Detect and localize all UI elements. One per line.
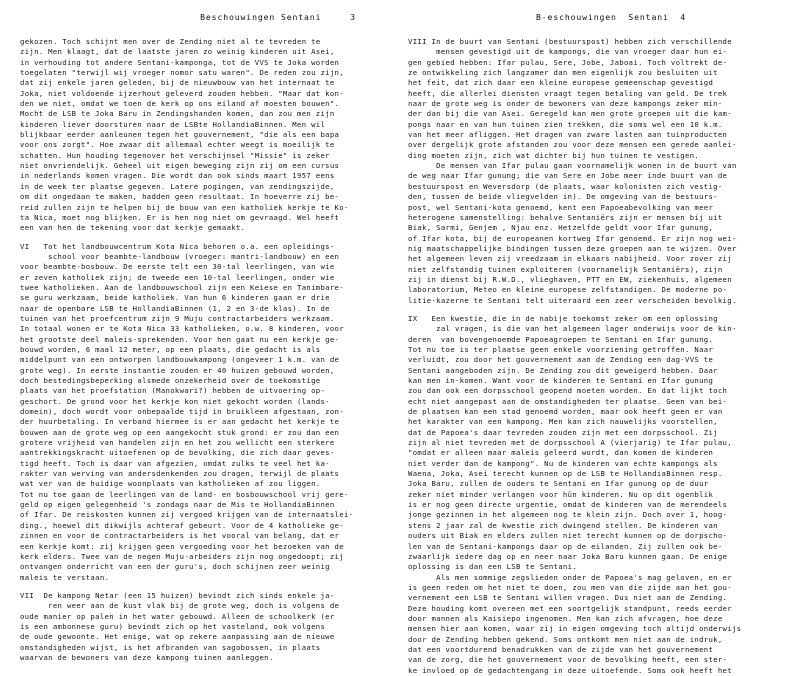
text-line: niet zelfstandig tuinen exploiteren (voornamelijk Sentaniërs), zijn	[408, 264, 723, 274]
text-line: Waena, Joka, Asei terecht kunnen op de LSB te HollandiaBinnen resp.	[408, 469, 723, 479]
text-line: doch bestedingsbeperking alsmede onzekerheid over de toekomstige	[20, 376, 321, 385]
text-line: bouwen aan de grote weg op een aangekocht stuk grond: er zou dan een	[20, 427, 340, 437]
text-line: ding., hoewel dit dikwijls achteraf gebeurt. Voor de 4 katholieke ge-	[20, 520, 344, 530]
text-line: het algemeen leven zij vreedzaam in elkaars nabijheid. Voor zover zij	[408, 254, 732, 264]
text-line: toegelaten "terwijl wij vroeger nomor satu waren". De reden zou zijn,	[20, 68, 344, 78]
text-line: of Ifar kota, bij de europeanen kortweg Ifar genoemd. Er zijn nog wei-	[408, 233, 737, 243]
text-line: grotere vrijheid van handelen zijn en het zou wellicht een sterkere	[20, 438, 335, 448]
text-line: laboratorium, Meteo en kleine europese zelfstandigen. De moderne po-	[408, 285, 728, 295]
paragraph-vi	[20, 242, 394, 583]
text-line: het karakter van een kampong. Men kan zich nauwelijks voorstellen,	[408, 417, 718, 427]
text-line: kerk elders. Twee van de negen Muju-arbeiders zijn nog ongedoopt; zij	[20, 551, 344, 561]
text-line: Deze houding komt overeen met een soortgelijk standpunt, reeds eerder	[408, 603, 732, 613]
text-line: Tot nu toe is ter plaatse geen enkele voorziening getroffen. Naar	[408, 344, 714, 354]
text-line: om dit ongedaan te maken, hadden geen resultaat. In hoeverre zij be-	[20, 192, 340, 202]
text-line: VIII In de buurt van Sentani (bestuurspost) hebben zich verschillende	[408, 37, 732, 46]
text-line: tuinen van het proefcentrum zijn 9 Muju contractarbeiders werkzaam.	[20, 313, 335, 323]
text-line: dat zij enkele jaren geleden, bij de nieuwbouw van het internaat te	[20, 78, 335, 88]
text-line: mensen hier aan komen, waar zij in eigen omgeving toch altijd onderwijs	[408, 624, 742, 634]
text-line: zwaarlijk iedere dag op en neer naar Joka Baru kunnen gaan. De enige	[408, 551, 728, 561]
text-line: VII De kampong Netar (een 15 huizen) bevindt zich sinds enkele ja-	[20, 590, 335, 600]
text-line: naar de grote weg is onder de bewoners van deze kampongs zeker min-	[408, 99, 723, 109]
text-line: reid zullen zijn te helpen bij de bouw van een katholiek kerkje te Ko-	[20, 202, 349, 212]
left-running-head: Beschouwingen Sentani 3	[200, 12, 356, 22]
text-line: het feit, dat zich daar een kleine europese gemeenschap gevestigd	[408, 78, 714, 88]
text-line: deren van bovengenoemde Papoeagroepen te Sentani en Ifar gunung.	[408, 334, 714, 344]
text-line: zeker niet minder verlangen voor hûn kinderen. Nu op dit ogenblik	[408, 489, 714, 499]
text-line: door de Zending hebben gekend. Soms ontkomt men niet aan de indruk,	[408, 634, 723, 644]
text-line: de plaatsen kan een stad genoemd worden, maar ook heeft geen er van	[408, 407, 723, 417]
text-line: dat een voortdurend benadrukken van de zijde van het gouvernement	[408, 644, 714, 654]
text-line: der dan bij die van Asei. Geregeld kan men grote groepen uit die kam-	[408, 109, 732, 119]
paragraph-vii	[20, 591, 394, 663]
text-line: zal vragen, is die van het algemeen lager onderwijs voor de kin-	[408, 324, 737, 334]
text-line: voor ons zorgt". Hoe zwaar dit allemaal echter weegt is moeilijk te	[20, 140, 335, 150]
text-line: oude manier op palen in het water gebouwd. Alleen de schoolkerk (er	[20, 611, 335, 621]
left-page-body	[20, 37, 394, 663]
text-line: se guru werkzaam, beide katholiek. Van hun 6 kinderen gaan er drie	[20, 293, 330, 303]
text-line: oplossing is dan een LSB te Sentani.	[408, 562, 578, 572]
text-line: gen gebied hebben: Ifar pulau, Sere, Jobe, Jaboai. Toch voltrekt de-	[408, 57, 728, 67]
text-line: grote weg). In eerste instantie zouden er 40 huizen gebouwd worden,	[20, 365, 335, 375]
text-line: geld op eigen gelegenheid 's zondags naar de Mis te HollandiaBinnen	[20, 500, 335, 510]
text-line: ze ontwikkeling zich langzamer dan men eigenlijk zou besluiten uit	[408, 68, 718, 78]
text-line: waarvan de bewoners van deze kampong tuinen aanleggen.	[20, 652, 274, 662]
text-line: plaats van het proefstation (Manokwari?) hebben de uitvoering op-	[20, 386, 326, 396]
text-line: door mannen als Kaisiepo ingenomen. Men kan zich afvragen, hoe deze	[408, 613, 723, 623]
text-line: len van de Sentani-kampongs daar op de eilanden. Zij zullen ook be-	[408, 541, 723, 551]
text-line: is er nog geen directe urgentie, omdat de kinderen van de merendeels	[408, 500, 728, 510]
text-line: aantrekkingskracht uitoefenen op de bevolking, die zich daar geves-	[20, 448, 335, 458]
right-page-body	[408, 37, 793, 676]
text-line: blijkbaar eerder aanleunen tegen het gouvernement, "die als een bapa	[20, 130, 340, 140]
text-line: of Ifar. De reiskosten kunnen zij vergoed krijgen van de internaatslei-	[20, 510, 354, 520]
text-line: ding moeten zijn, zich wat dichter bij hun tuinen te vestigen.	[408, 150, 700, 160]
text-line: der huurbetaling. In verband hiermee is er aan gedacht het kerkje te	[20, 417, 340, 427]
text-line: zij in dienst bij R.W.D., vlieghaven, PTT en EW, ziekenhuis, algemeen	[408, 274, 732, 284]
text-line: schatten. Hun houding tegenover het verschijnsel "Missie" is zeker	[20, 150, 330, 160]
text-line: In totaal wonen er te Kota Nica 33 katholieken, o.w. 8 kinderen, voor	[20, 324, 344, 334]
paragraph-ix	[408, 314, 793, 676]
text-line: zinnen en voor de contractarbeiders is het vooral van belang, dat er	[20, 531, 340, 541]
text-line: een van hen de tekening voor dat kerkje gemaakt.	[20, 223, 246, 233]
text-line: over dergelijk grote afstanden zou voor deze mensen een gerede aanlei-	[408, 140, 737, 150]
text-line: post, wel Sentani-kota genoemd, kent een Papoeabevolking van meer	[408, 202, 714, 212]
text-line: bestuurspost en Weversdorp (de plaats, waar kolonisten zich vestig-	[408, 181, 723, 191]
text-line: niet verder dan de kampong". Nu de kinderen van echte kampongs als	[408, 458, 718, 468]
text-line: er zeven katholiek zijn; de tweede een 10-tal leerlingen, onder wie	[20, 272, 335, 282]
text-line: zou dan ook een dorpsschool geopend moeten worden. En dat lijkt toch	[408, 386, 728, 396]
text-line: jonge gezinnen in het algemeen nog te klein zijn. Doch over 1, hoog-	[408, 510, 728, 520]
text-line: vernement een LSB te Sentani willen vragen. Dus niet aan de Zending.	[408, 593, 728, 603]
text-line: een kerkje komt: zij krijgen geen vergoeding voor het bezoeken van de	[20, 541, 344, 551]
text-line: is geen reden om het niet te doen, zou men van die zijde aan het gou-	[408, 582, 732, 592]
text-line: ta Nica, moet nog blijken. Er is hen nog niet om gevraagd. Wel heeft	[20, 212, 340, 222]
left-page-column	[0, 0, 400, 662]
text-line: ontvangen onderricht van een der guru's, doch schijnen zeer weinig	[20, 562, 330, 572]
text-line: kinderen liever doorsturen naar de LSBte HollandiaBinnen. Men wil	[20, 119, 326, 129]
text-line: Joka, niet voldoende ijzerhout geleverd zouden hebben. "Maar dat kon-	[20, 88, 344, 98]
text-line: heeft, die allerlei diensten vraagt tegen betaling van geld. De trek	[408, 88, 728, 98]
text-line: Mocht de LSB te Joka Baru in Zendingshanden komen, dan zou men zijn	[20, 109, 335, 119]
text-line: ouders uit Biak en elders zullen niet terecht kunnen op de dorpscho-	[408, 531, 728, 541]
text-line: is een ambonnese guru) bevindt zich op het vasteland, ook volgens	[20, 621, 326, 631]
text-line: heterogene samenstelling: behalve Sentaniërs zijn er mensen bij uit	[408, 212, 723, 222]
text-line: tigd heeft. Toch is daar van afgezien, omdat zulks te veel het ka-	[20, 458, 330, 468]
text-line: "omdat er alleen maar maleis geleerd wordt, dan komen de kinderen	[408, 448, 714, 458]
text-line: geschort. De grond voor het kerkje kon niet gekocht worden (lands-	[20, 396, 330, 406]
text-line: de weg naar Ifar gunung; die van Sere en Jobe meer inde buurt van de	[408, 171, 728, 181]
text-line: gekozen. Toch schijnt men over de Zending niet al te tevreden te	[20, 37, 321, 46]
text-line: wat ver van de huidige woonplaats van katholieken af zou liggen.	[20, 479, 321, 489]
text-line: kan men in-komen. Want voor de kinderen te Sentani en Ifar gunung	[408, 376, 714, 385]
text-line: middelpunt van een ontworpen landbouwkampong (ongeveer 1 k.m. van de	[20, 355, 340, 365]
text-line: stens 2 jaar zal de kwestie zich dwingend stellen. De kinderen van	[408, 520, 718, 530]
text-line: Biak, Sarmi, Genjem , Njau enz. Hetzelfde geldt voor Ifar gunung,	[408, 223, 714, 233]
text-line: dat de Papoea's daar tevreden zouden zijn met een dorpsschool. Zij	[408, 427, 718, 437]
text-line: den we niet, omdat we toen de kerk op ons eiland af moesten bouwen".	[20, 99, 340, 109]
text-line: echt niet aangepast aan de omstandigheden ter plaatse. Geen van bei-	[408, 396, 728, 406]
text-line: het grootste deel maleis-sprekenden. Voor hen gaat nu een kerkje ge-	[20, 334, 340, 344]
right-page-column	[400, 0, 800, 675]
text-line: niet onvriendelijk. Geheel uit eigen beweging zijn zij om een cursus	[20, 161, 340, 171]
text-line: Als men sommige zegslieden onder de Papoea's mag geloven, en er	[408, 572, 732, 582]
text-line: Sentani aangeboden zijn. De Zending zou dit geweigerd hebben. Daar	[408, 365, 718, 375]
text-line: domein), doch wordt voor onbepaalde tijd in bruikleen afgestaan, zon-	[20, 407, 344, 417]
text-line: zijn al niet tevreden met de dorpsschool A (vierjarig) te Ifar pulau,	[408, 438, 732, 448]
text-line: Joka Baru, zullen de ouders te Sentani en Ifar gunung op de duur	[408, 479, 709, 489]
text-line: nig maatschappelijke bindingen tussen deze groepen aan te wijzen. Over	[408, 243, 737, 253]
text-line: van de zorg, die het gouvernement voor de bevolking heeft, een ster-	[408, 655, 728, 665]
text-line: pongs naar en van hun tuinen zien trekken, die soms wel een 10 k.m.	[408, 119, 723, 129]
text-line: in de week ter plaatse gegeven. Latere pogingen, van zendingszijde,	[20, 181, 335, 191]
paragraph-continued	[20, 37, 394, 234]
text-line: bouwd worden, 6 maal 12 meter, op een plaats, die gedacht is als	[20, 344, 321, 354]
text-line: in nederlands komen vragen. Die wordt dan ook sinds maart 1957 eens	[20, 171, 335, 181]
text-line: in verhouding tot andere Sentani-kamponga, tot de VVS te Joka worden	[20, 57, 340, 67]
text-line: voor beambte-bosbouw. De eerste telt een 30-tal leerlingen, van wie	[20, 262, 335, 272]
text-line: de oude gewoonte. Het enige, wat op zekere aanpassing aan de nieuwe	[20, 632, 335, 642]
text-line: mensen gevestigd uit de kampongs, die van vroeger daar hun ei-	[408, 47, 728, 57]
text-line: ke invloed op de gedachtengang in deze uitoefende. Soms ook heeft het	[408, 665, 732, 675]
text-line: van het meer afliggen. Het dragen van zware lasten aan tuinproducten	[408, 130, 728, 140]
text-line: ren weer aan de kust vlak bij de grote weg, doch is volgens de	[20, 601, 340, 611]
text-line: VI Tot het landbouwcentrum Kota Nica behoren o.a. een opleidings-	[20, 241, 335, 251]
text-line: school voor beambte-landbouw (vroeger: mantri-landbouw) en een	[20, 251, 340, 261]
paragraph-viii	[408, 37, 793, 306]
text-line: zijn. Men klaagt, dat de laatste jaren zo weinig kinderen uit Asei,	[20, 47, 335, 57]
text-line: IX Een kwestie, die in de nabije toekomst zeker om een oplossing	[408, 313, 718, 323]
text-line: Tot nu toe gaan de leerlingen van de land- en bosbouwschool vrij gere-	[20, 489, 349, 499]
text-line: omstandigheden wijst, is het afbranden van sagobossen, in plaats	[20, 642, 321, 652]
right-running-head: B-eschouwingen Sentani 4	[536, 12, 687, 22]
text-line: verluidt, zou door het gouvernement aan de Zending een dag-VVS te	[408, 355, 714, 365]
text-line: twee katholieken. Aan de landbouwschool zijn een Keiese en Tanimbare-	[20, 282, 344, 292]
text-line: naar de openbare LSB te HollandiaBinnen (1, 2 en 3-de klas). In de	[20, 303, 330, 313]
text-line: De mensen van Ifar pulau gaan voornamelijk wonen in de buurt van	[408, 161, 737, 171]
text-line: litie-kazerne te Sentani telt uiteraard een zeer verscheiden bevolkig.	[408, 295, 737, 305]
text-line: den, tussen de beide vliegvelden in). De omgeving van de bestuurs-	[408, 192, 718, 202]
text-line: maleis te verstaan.	[20, 572, 110, 582]
text-line: rakter van werving van andersdenkenden zou dragen, terwijl de plaats	[20, 469, 340, 479]
